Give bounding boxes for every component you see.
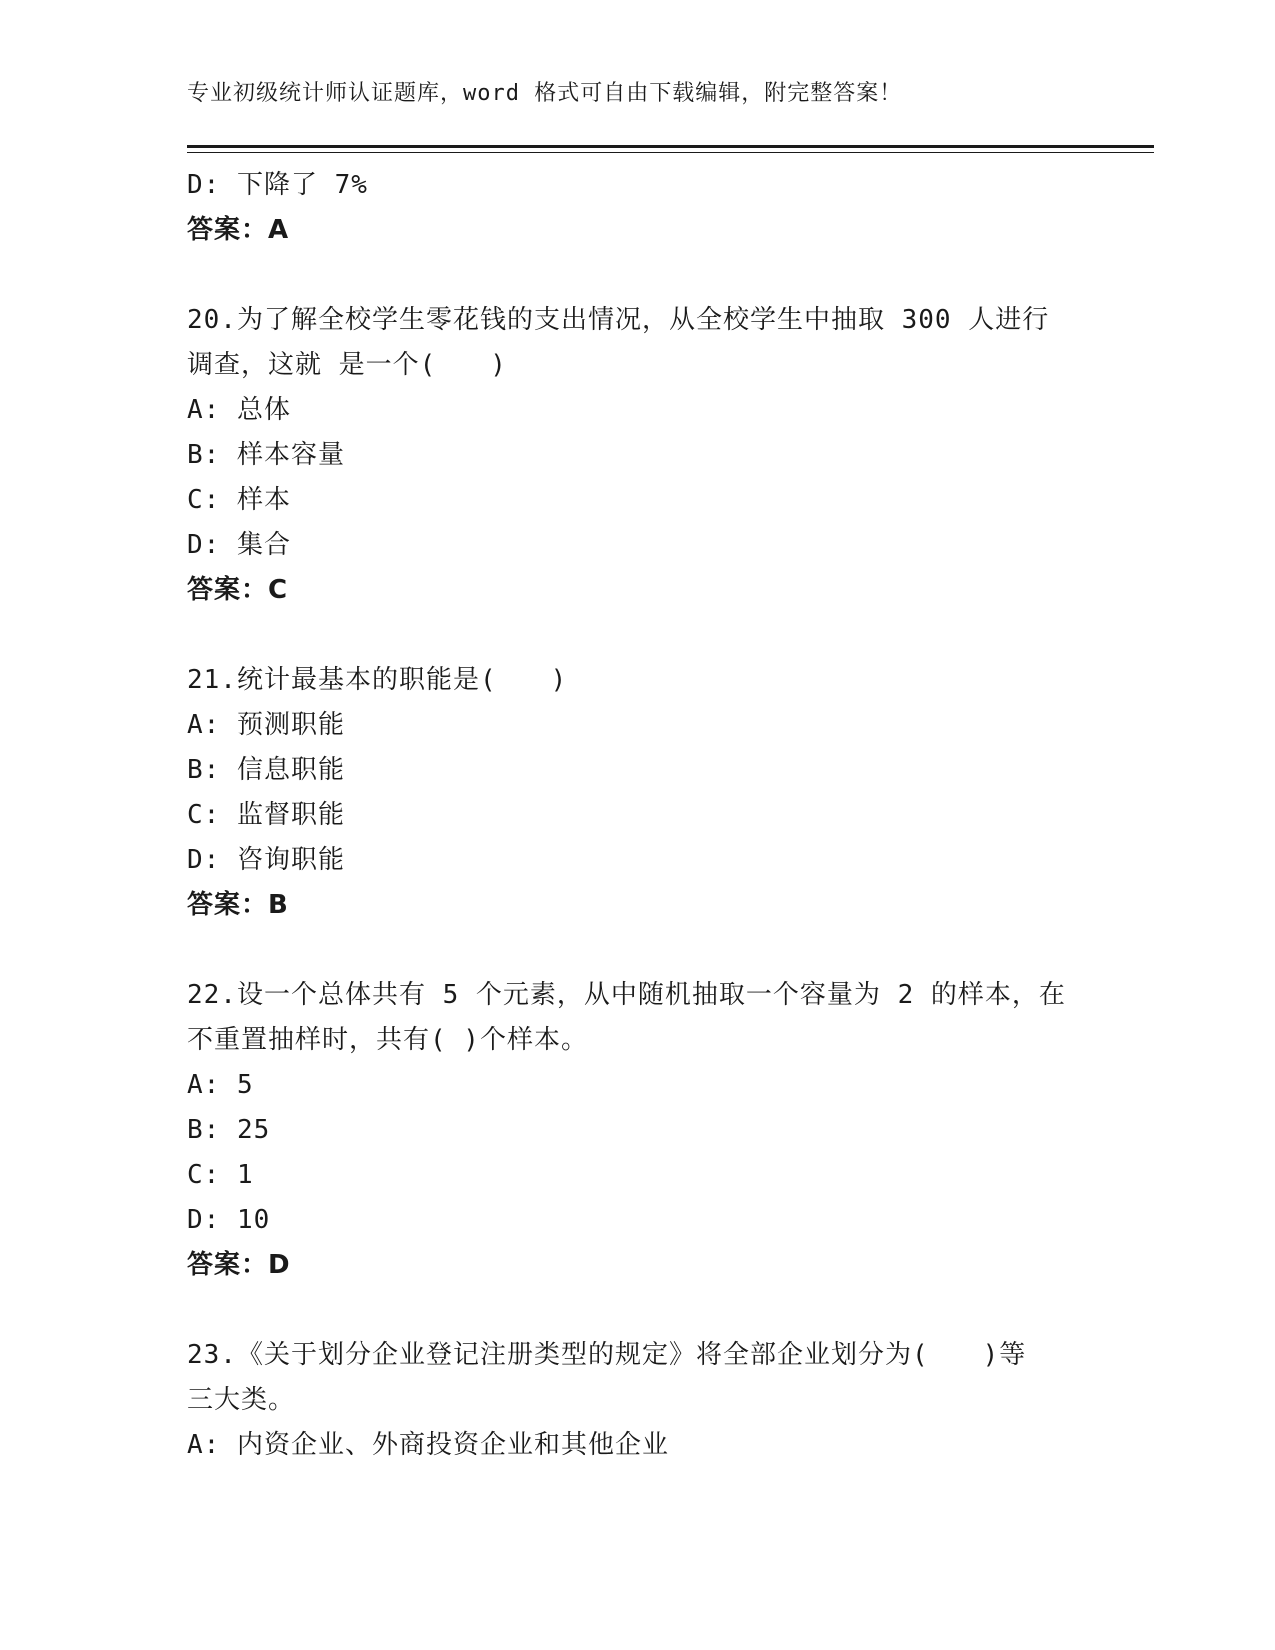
spacer [187, 928, 1087, 973]
option-line: B: 信息职能 [187, 755, 345, 785]
question-text: 23.《关于划分企业登记注册类型的规定》将全部企业划分为( )等 [187, 1340, 1027, 1370]
question-text: 调查，这就 是一个( ) [187, 350, 507, 380]
question-text: 22.设一个总体共有 5 个元素，从中随机抽取一个容量为 2 的样本，在 [187, 980, 1066, 1010]
option-line: A: 预测职能 [187, 710, 345, 740]
option-line: B: 样本容量 [187, 440, 345, 470]
header-divider [187, 145, 1154, 153]
option-line: D: 咨询职能 [187, 845, 345, 875]
page-header: 专业初级统计师认证题库，word 格式可自由下载编辑，附完整答案！ [187, 81, 903, 106]
option-line: D: 集合 [187, 530, 291, 560]
question-text: 三大类。 [187, 1385, 296, 1415]
option-line: A: 总体 [187, 395, 291, 425]
option-line: A: 内资企业、外商投资企业和其他企业 [187, 1430, 669, 1460]
question-text: 21.统计最基本的职能是( ) [187, 665, 568, 695]
option-line: C: 监督职能 [187, 800, 345, 830]
answer-line: 答案：A [187, 215, 290, 245]
option-line: A: 5 [187, 1070, 254, 1100]
option-line: C: 1 [187, 1160, 254, 1190]
option-line: D: 10 [187, 1205, 271, 1235]
spacer [187, 253, 1087, 298]
option-line: B: 25 [187, 1115, 271, 1145]
spacer [187, 1288, 1087, 1333]
answer-line: 答案：B [187, 890, 289, 920]
option-line: D: 下降了 7% [187, 170, 368, 200]
answer-line: 答案：D [187, 1250, 291, 1280]
option-line: C: 样本 [187, 485, 291, 515]
question-text: 20.为了解全校学生零花钱的支出情况，从全校学生中抽取 300 人进行 [187, 305, 1050, 335]
spacer [187, 613, 1087, 658]
question-text: 不重置抽样时，共有( )个样本。 [187, 1025, 588, 1055]
document-body [187, 163, 1087, 1468]
answer-line: 答案：C [187, 575, 289, 605]
